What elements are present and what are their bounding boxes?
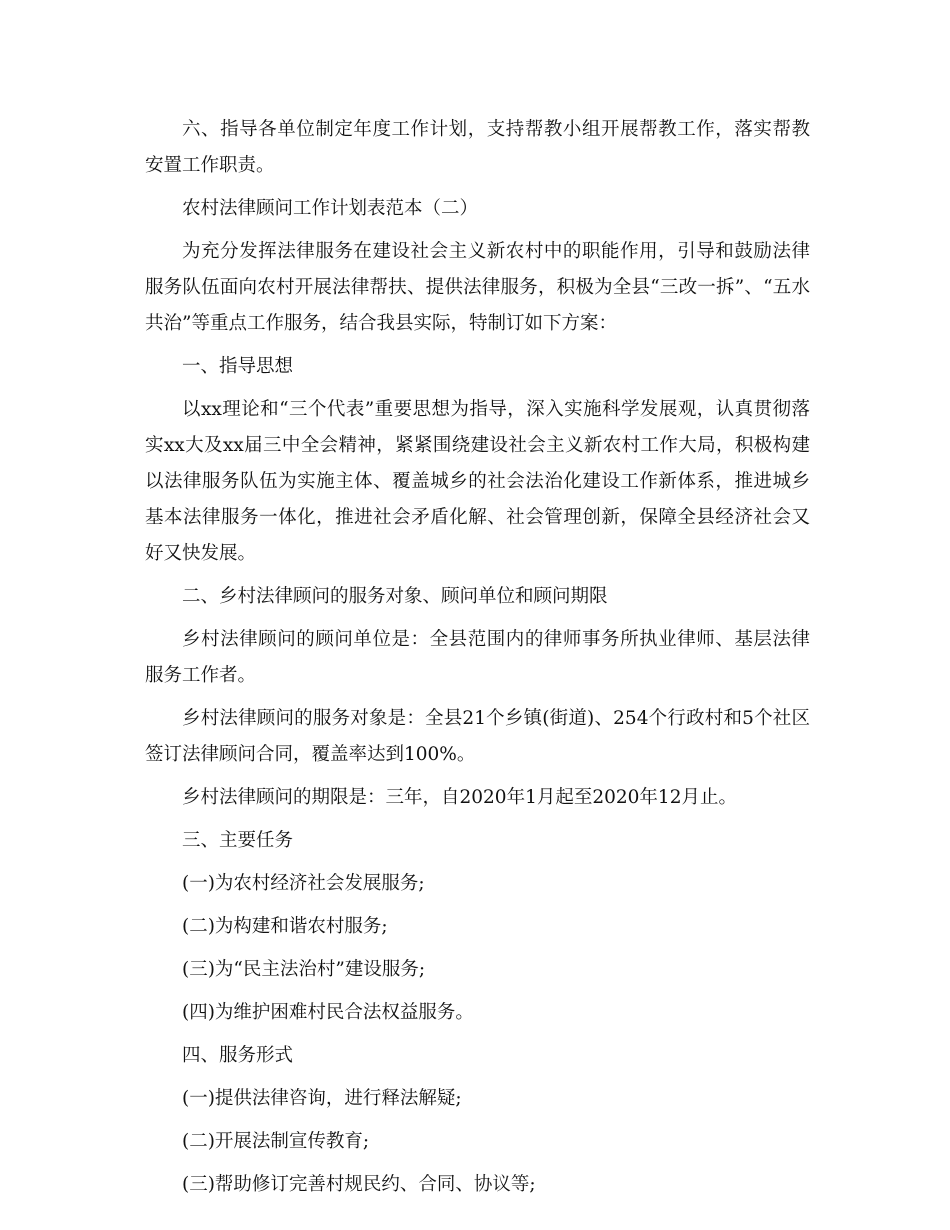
paragraph-guiding-thought: 以xx理论和“三个代表”重要思想为指导，深入实施科学发展观，认真贯彻落实xx大及xx届三中全会精神，紧紧围绕建设社会主义新农村工作大局，积极构建以法律服务队伍为实施主体、覆盖城乡的社会法治化建设工作新体系，推进城乡基本法律服务一体化，推进社会矛盾化解、社会管理创新，保障全县经济社会又好又快发展。: [145, 399, 810, 564]
heading-guiding-thought: 一、指导思想: [182, 356, 294, 377]
list-item-task-3: (三)为“民主法治村”建设服务;: [182, 959, 426, 980]
heading-service-forms: 四、服务形式: [182, 1045, 294, 1066]
paragraph-1: 六、指导各单位制定年度工作计划，支持帮教小组开展帮教工作，落实帮教安置工作职责。: [145, 119, 810, 176]
heading-service-objects: 二、乡村法律顾问的服务对象、顾问单位和顾问期限: [182, 586, 608, 607]
section-title: 农村法律顾问工作计划表范本（二）: [182, 198, 479, 219]
list-item-form-2: (二)开展法制宣传教育;: [182, 1131, 370, 1152]
paragraph-advisor-term: 乡村法律顾问的期限是：三年，自2020年1月起至2020年12月止。: [182, 787, 737, 808]
list-item-form-3: (三)帮助修订完善村规民约、合同、协议等;: [182, 1174, 536, 1195]
list-item-task-2: (二)为构建和谐农村服务;: [182, 916, 388, 937]
heading-main-tasks: 三、主要任务: [182, 830, 294, 851]
paragraph-advisor-units: 乡村法律顾问的顾问单位是：全县范围内的律师事务所执业律师、基层法律服务工作者。: [145, 629, 810, 686]
list-item-task-1: (一)为农村经济社会发展服务;: [182, 873, 425, 894]
list-item-form-1: (一)提供法律咨询，进行释法解疑;: [182, 1088, 462, 1109]
document-body: [145, 112, 810, 1210]
list-item-task-4: (四)为维护困难村民合法权益服务。: [182, 1002, 474, 1023]
paragraph-service-objects: 乡村法律顾问的服务对象是：全县21个乡镇(街道)、254个行政村和5个社区签订法律顾问合同，覆盖率达到100%。: [145, 708, 810, 765]
paragraph-intro: 为充分发挥法律服务在建设社会主义新农村中的职能作用，引导和鼓励法律服务队伍面向农村开展法律帮扶、提供法律服务，积极为全县“三改一拆”、“五水共治”等重点工作服务，结合我县实际，特制订如下方案：: [145, 241, 810, 334]
